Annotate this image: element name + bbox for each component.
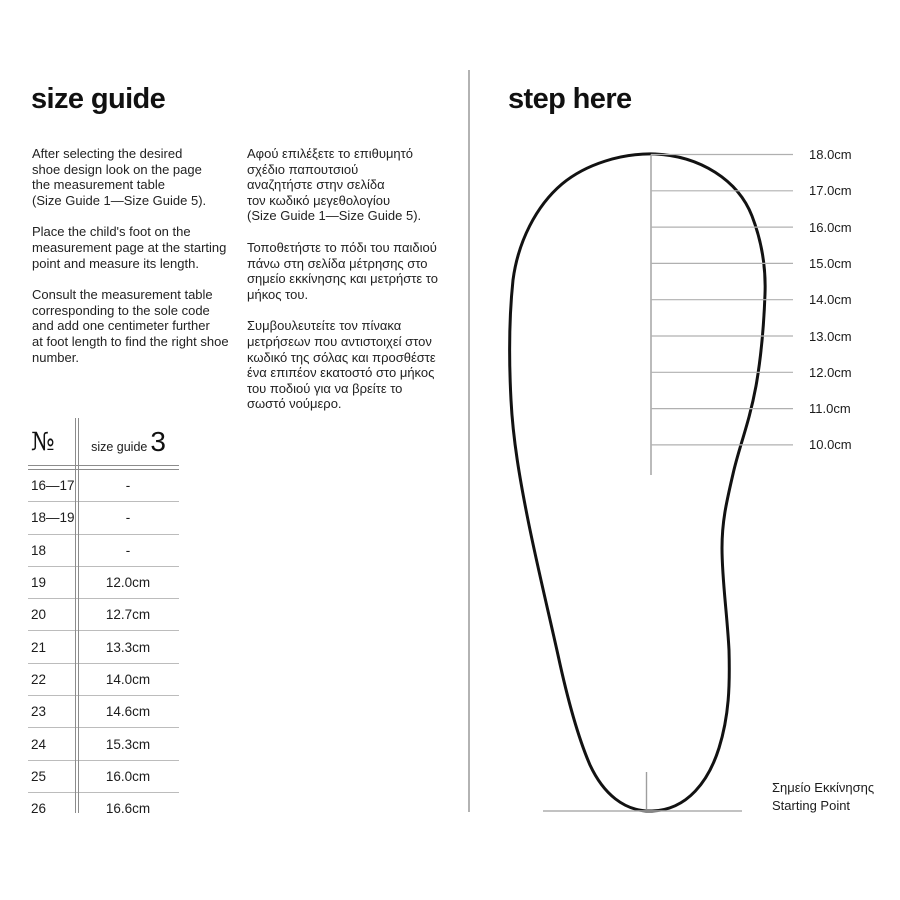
instruction-line: του ποδιού για να βρείτε το (247, 380, 403, 396)
table-row (28, 761, 179, 793)
table-row (28, 567, 179, 599)
measurement-label: 12.0cm (809, 364, 852, 380)
table-cell-number: 18 (31, 542, 47, 558)
instruction-line: ένα επιπέον εκατοστό στο μήκος (247, 365, 435, 381)
table-cell-length: 15.3cm (105, 736, 151, 752)
measurement-tick-lines (651, 155, 793, 445)
size-table (28, 418, 179, 824)
table-cell-number: 18—19 (31, 510, 75, 526)
instruction-line: Αφού επιλέξετε το επιθυμητό (247, 146, 414, 161)
table-cell-number: 26 (31, 801, 47, 817)
instruction-line: σωστό νούμερο. (247, 396, 342, 412)
instruction-line: σημείο εκκίνησης και μετρήστε το (247, 271, 438, 287)
instruction-paragraph (247, 146, 472, 224)
table-cell-number: 23 (31, 704, 47, 720)
table-cell-number: 25 (31, 768, 47, 784)
size-guide-header-cell (77, 426, 179, 458)
table-cell-length: 14.0cm (105, 671, 151, 687)
vertical-divider (468, 70, 470, 812)
table-row (28, 535, 179, 567)
table-row (28, 631, 179, 663)
instruction-line: (Size Guide 1—Size Guide 5). (247, 208, 422, 224)
page-title-size-guide: size guide (31, 83, 166, 115)
table-cell-number: 24 (31, 736, 47, 752)
instruction-line: Place the child's foot on the (32, 224, 191, 240)
table-cell-length: 16.6cm (105, 801, 151, 817)
table-cell-length: - (125, 478, 131, 494)
instruction-line: σχέδιο παπουτσιού (247, 161, 359, 177)
instruction-line: shoe design look on the page (32, 161, 202, 177)
table-row (28, 599, 179, 631)
table-row (28, 664, 179, 696)
size-table-rows (28, 470, 179, 824)
table-cell-length: 14.6cm (105, 704, 151, 720)
measurement-label: 15.0cm (809, 255, 852, 271)
instruction-line: at foot length to find the right shoe (32, 333, 229, 349)
starting-point-english: Starting Point (772, 797, 851, 813)
instruction-line: μήκος του. (247, 286, 309, 302)
instruction-line: (Size Guide 1—Size Guide 5). (32, 192, 207, 208)
instruction-line: Τοποθετήστε το πόδι του παιδιού (247, 239, 437, 255)
measurement-label: 13.0cm (809, 328, 852, 344)
instruction-paragraph (32, 146, 244, 208)
measurement-label: 11.0cm (809, 401, 851, 417)
table-cell-number: 19 (31, 575, 47, 591)
table-cell-number: 21 (31, 639, 47, 655)
instruction-line: number. (32, 349, 79, 365)
foot-measurement-diagram (480, 140, 900, 830)
table-row (28, 793, 179, 824)
starting-point-label (772, 779, 874, 814)
instruction-line: Consult the measurement table (32, 287, 213, 303)
table-cell-length: - (125, 542, 131, 558)
table-cell-number: 16—17 (31, 478, 75, 494)
table-cell-number: 22 (31, 671, 47, 687)
instruction-paragraph (247, 318, 472, 412)
instruction-line: αναζητήστε στην σελίδα (247, 177, 385, 193)
table-cell-length: 16.0cm (105, 768, 151, 784)
measurement-label: 18.0cm (809, 147, 852, 162)
instruction-line: corresponding to the sole code (32, 302, 210, 318)
table-row (28, 470, 179, 502)
instruction-line: Συμβουλευτείτε τον πίνακα (247, 318, 402, 334)
measurement-label: 10.0cm (809, 437, 852, 453)
measurement-label: 14.0cm (809, 292, 852, 308)
instruction-line: πάνω στη σελίδα μέτρησης στο (247, 255, 428, 271)
numero-symbol: № (31, 427, 55, 456)
instructions-greek (247, 146, 472, 428)
table-row (28, 502, 179, 534)
measurement-label: 17.0cm (809, 183, 852, 199)
instruction-line: μετρήσεων που αντιστοιχεί στον (247, 333, 432, 349)
instruction-paragraph (32, 287, 244, 365)
starting-point-greek: Σημείο Εκκίνησης (772, 780, 875, 795)
instruction-line: and add one centimeter further (32, 318, 210, 334)
size-guide-header-label: size guide (91, 439, 148, 454)
instruction-line: τον κωδικό μεγεθολογίου (247, 192, 391, 208)
instruction-line: measurement page at the starting (32, 239, 227, 255)
size-table-header (28, 418, 179, 465)
instruction-paragraph (32, 224, 244, 271)
instruction-line: point and measure its length. (32, 255, 199, 271)
instruction-paragraph (247, 240, 472, 302)
table-cell-number: 20 (31, 607, 47, 623)
table-cell-length: - (125, 510, 131, 526)
foot-outline (510, 154, 765, 811)
table-cell-length: 12.7cm (105, 607, 151, 623)
instruction-line: the measurement table (32, 177, 165, 193)
table-cell-length: 13.3cm (105, 639, 151, 655)
page-title-step-here: step here (508, 83, 632, 115)
instruction-line: κωδικό της σόλας και προσθέστε (247, 349, 436, 365)
instruction-line: After selecting the desired (32, 146, 183, 161)
table-cell-length: 12.0cm (105, 575, 151, 591)
table-vertical-double-rule (75, 418, 79, 813)
table-row (28, 696, 179, 728)
size-guide-header-number: 3 (150, 425, 165, 457)
table-row (28, 728, 179, 760)
measurement-label: 16.0cm (809, 219, 852, 235)
instructions-english (32, 146, 244, 381)
